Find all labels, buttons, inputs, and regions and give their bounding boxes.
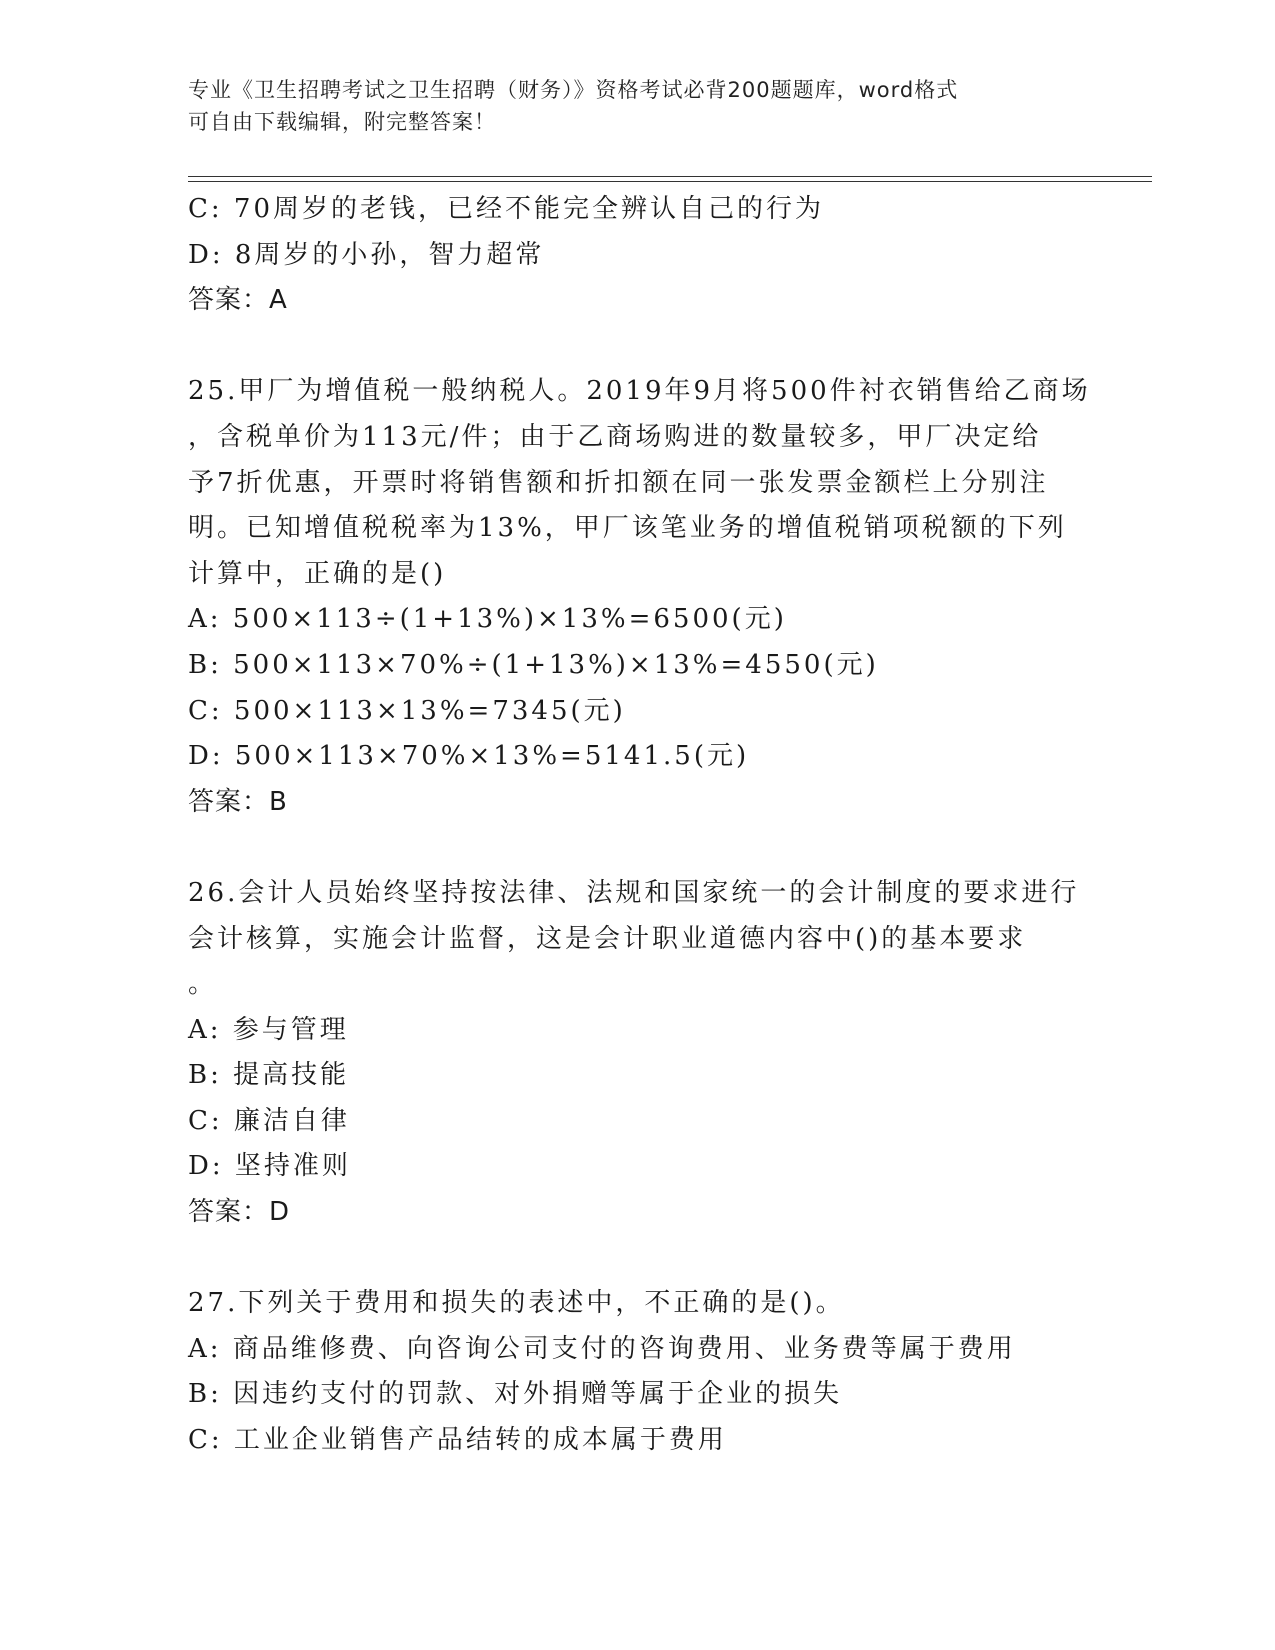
question-list bbox=[188, 187, 1108, 1464]
question-stem-line: 26.会计人员始终坚持按法律、法规和国家统一的会计制度的要求进行 bbox=[188, 877, 1080, 908]
header-divider bbox=[188, 176, 1152, 182]
option-a: A: 参与管理 bbox=[188, 1014, 349, 1045]
option-d: D: 8周岁的小孙，智力超常 bbox=[188, 239, 545, 270]
option-b: B: 因违约支付的罚款、对外捐赠等属于企业的损失 bbox=[188, 1379, 843, 1410]
option-d: D: 坚持准则 bbox=[188, 1151, 351, 1182]
option-b: B: 500×113×70%÷(1+13%)×13%=4550(元) bbox=[188, 649, 879, 680]
option-c: C: 500×113×13%=7345(元) bbox=[188, 695, 626, 726]
spacer bbox=[188, 1236, 1108, 1282]
answer: 答案：D bbox=[188, 1197, 291, 1228]
answer: 答案：B bbox=[188, 786, 288, 817]
option-a: A: 500×113÷(1+13%)×13%=6500(元) bbox=[188, 604, 787, 635]
option-b: B: 提高技能 bbox=[188, 1060, 350, 1091]
question-stem-line: 予7折优惠，开票时将销售额和折扣额在同一张发票金额栏上分别注 bbox=[188, 467, 1049, 498]
question-stem-line: 计算中，正确的是() bbox=[188, 558, 447, 589]
question-24 bbox=[188, 187, 1108, 324]
header-line-1: 专业《卫生招聘考试之卫生招聘（财务）》资格考试必背200题题库，word格式 bbox=[188, 78, 959, 102]
question-stem: 27.下列关于费用和损失的表述中，不正确的是()。 bbox=[188, 1288, 845, 1319]
option-c: C: 工业企业销售产品结转的成本属于费用 bbox=[188, 1425, 727, 1456]
question-stem-line: 。 bbox=[188, 969, 218, 1000]
question-stem-line: 明。已知增值税税率为13%，甲厂该笔业务的增值税销项税额的下列 bbox=[188, 513, 1067, 544]
header-line-2: 可自由下载编辑，附完整答案！ bbox=[188, 110, 496, 134]
option-c: C: 廉洁自律 bbox=[188, 1105, 350, 1136]
answer: 答案：A bbox=[188, 285, 288, 316]
question-stem-line: ，含税单价为113元/件；由于乙商场购进的数量较多，甲厂决定给 bbox=[188, 421, 1042, 452]
question-stem-line: 会计核算，实施会计监督，这是会计职业道德内容中()的基本要求 bbox=[188, 923, 1027, 954]
option-c: C: 70周岁的老钱，已经不能完全辨认自己的行为 bbox=[188, 194, 825, 224]
question-stem-line: 25.甲厂为增值税一般纳税人。2019年9月将500件衬衣销售给乙商场 bbox=[188, 376, 1091, 407]
spacer bbox=[188, 324, 1108, 370]
option-a: A: 商品维修费、向咨询公司支付的咨询费用、业务费等属于费用 bbox=[188, 1333, 1016, 1364]
question-26 bbox=[188, 871, 1108, 1236]
document-header bbox=[188, 74, 1088, 138]
question-27 bbox=[188, 1281, 1108, 1463]
option-d: D: 500×113×70%×13%=5141.5(元) bbox=[188, 741, 750, 772]
spacer bbox=[188, 825, 1108, 871]
question-25 bbox=[188, 369, 1108, 825]
